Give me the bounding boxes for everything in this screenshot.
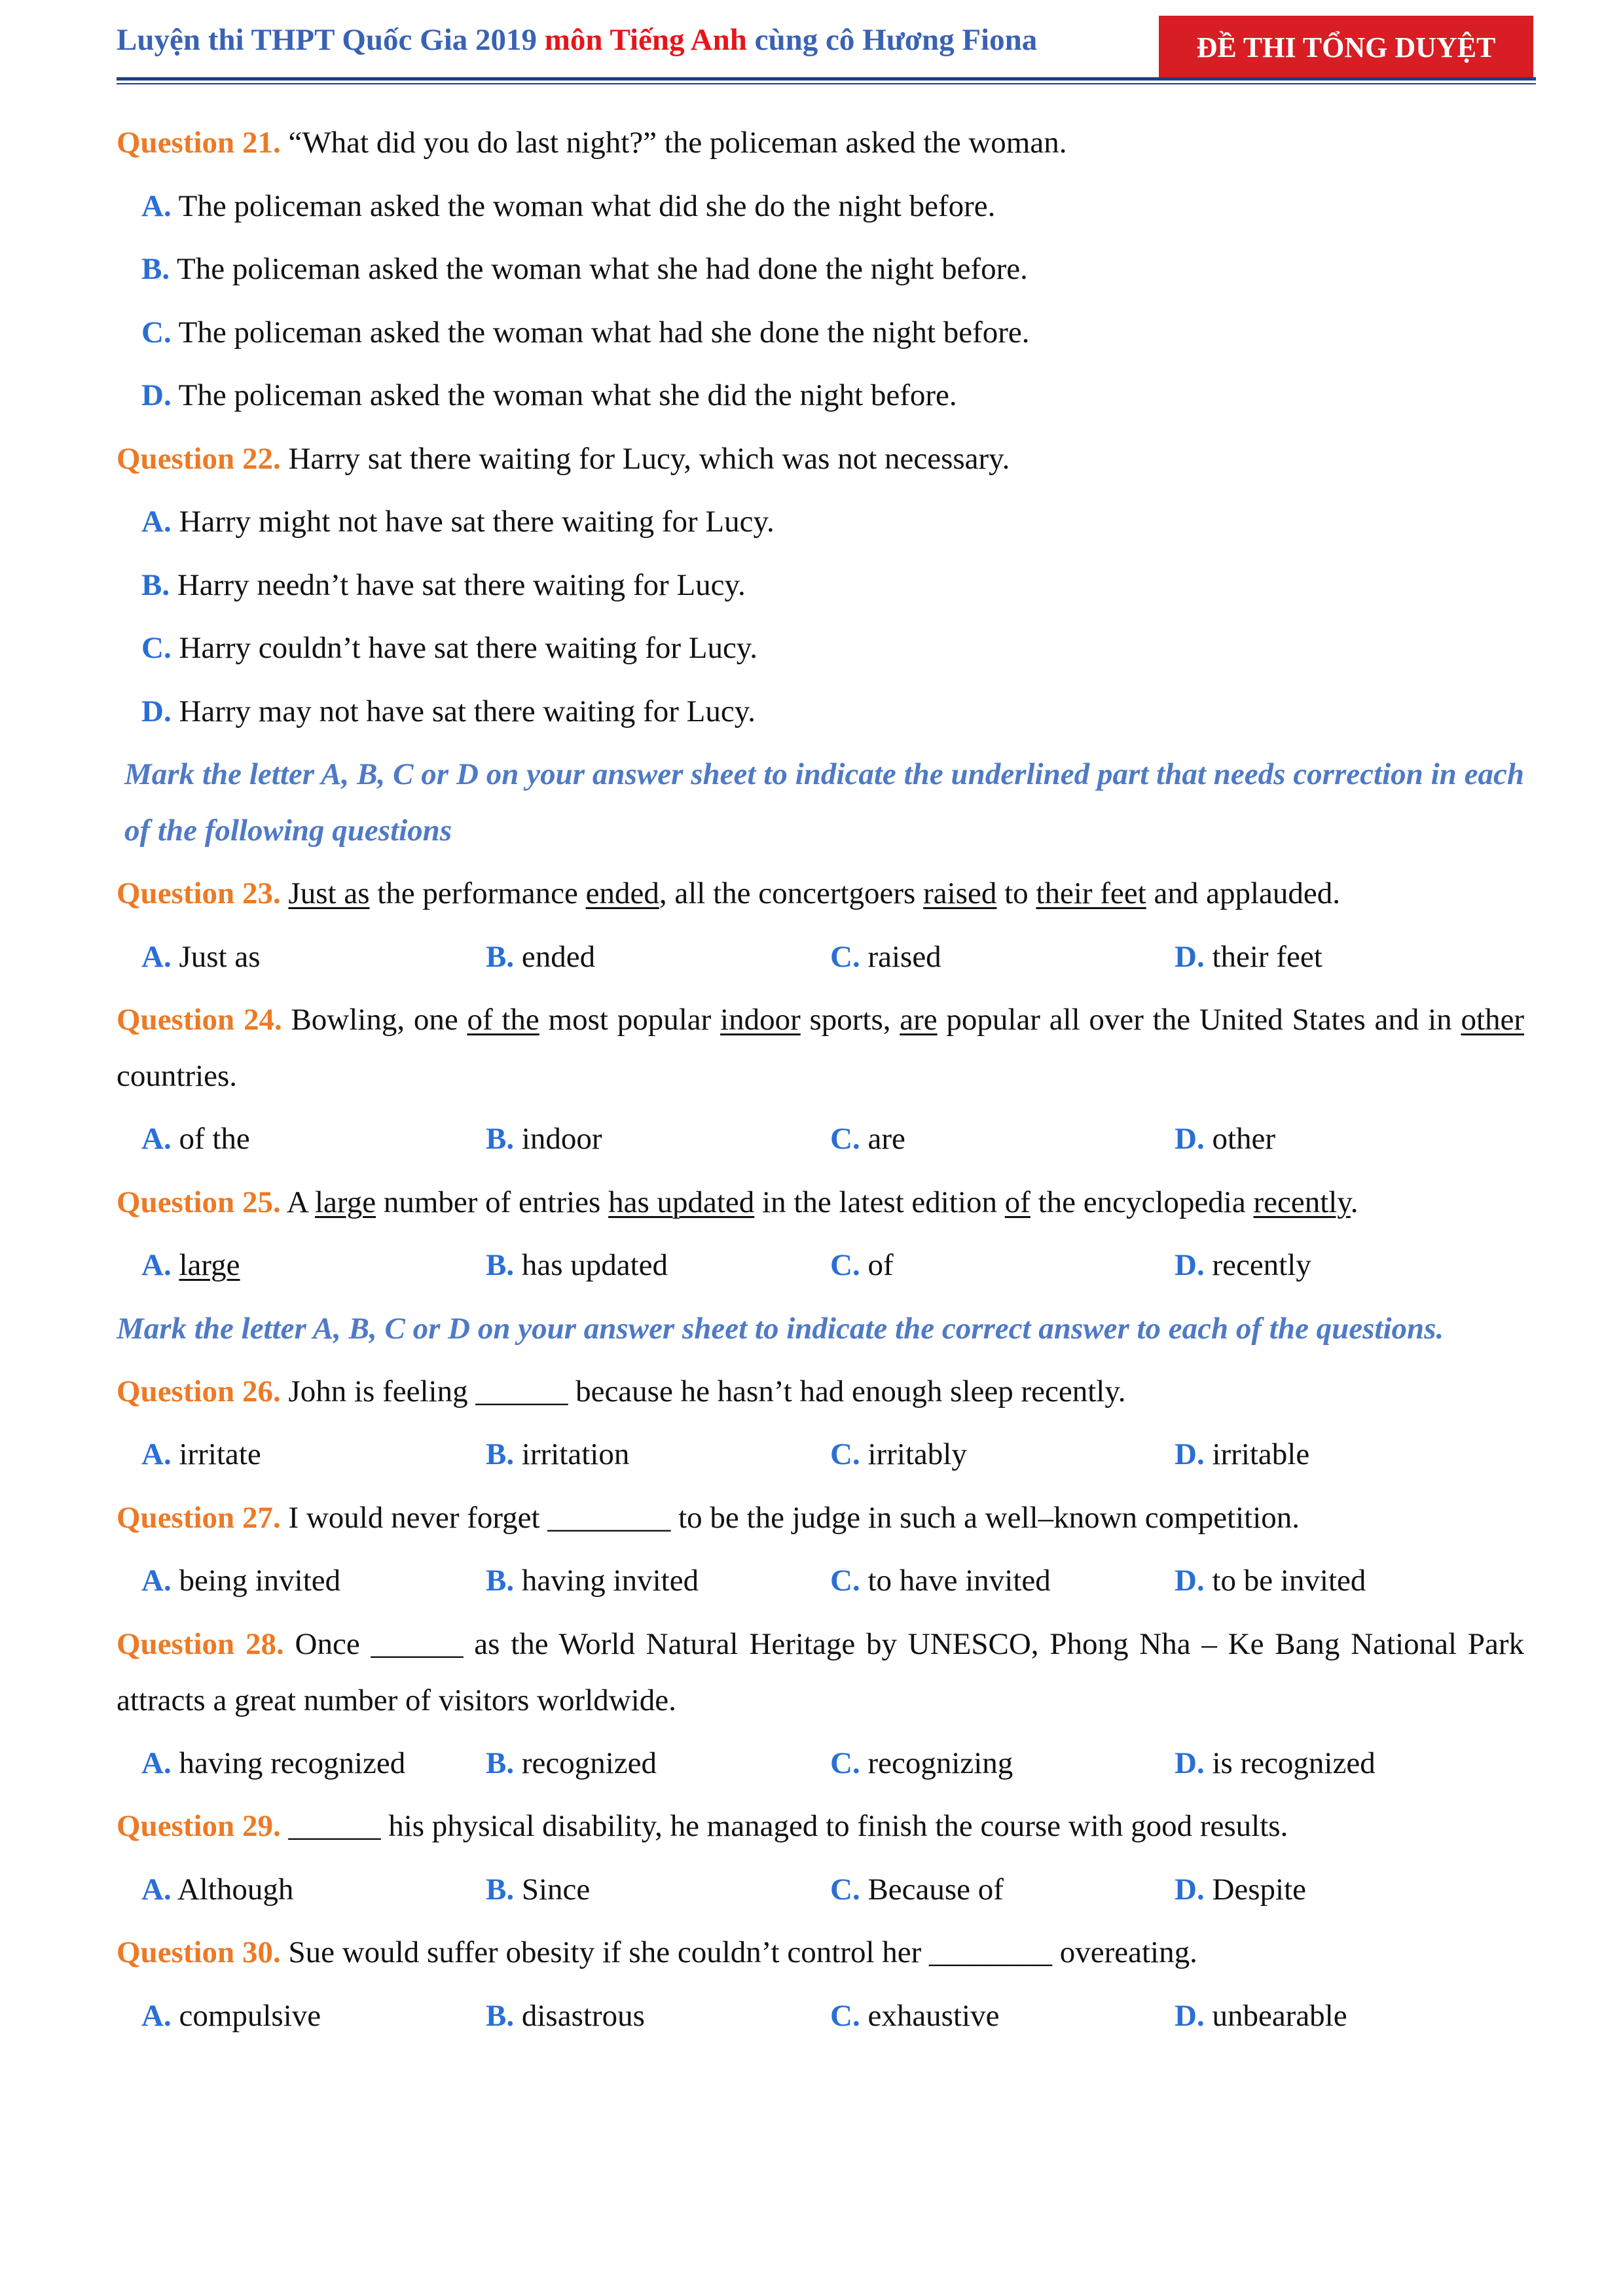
q25-option-c[interactable] [830,1234,1175,1297]
question-text-segment: sports, [800,1003,900,1037]
option-text: other [1204,1122,1276,1156]
option-text: disastrous [514,1998,645,2033]
option-text: irritably [860,1437,967,1471]
question-label: Question 21. [117,126,281,160]
q29-option-c[interactable] [830,1858,1175,1922]
question-24 [117,992,1524,1104]
section-instruction-error-identification: Mark the letter A, B, C or D on your answer sheet to indicate the underlined part that needs correction in each of the following questions [124,757,1524,848]
question-text-segment: , all the concertgoers [659,876,924,910]
option-letter: B. [486,1248,515,1282]
option-letter: C. [830,1746,860,1780]
question-label: Question 28. [117,1626,284,1661]
question-text-segment: most popular [539,1003,721,1037]
q30-option-d[interactable] [1175,1984,1515,2048]
q28-option-a[interactable] [141,1732,486,1795]
q23-option-c[interactable] [830,925,1175,989]
option-text: of [860,1248,894,1282]
q30-option-c[interactable] [830,1984,1175,2048]
option-letter: C. [830,1564,860,1598]
question-label: Question 24. [117,1003,282,1037]
option-text: Just as [171,939,261,974]
option-letter: B. [141,252,170,286]
option-letter: D. [1175,1998,1205,2033]
question-label: Question 27. [117,1500,281,1535]
q25-options-row [117,1234,1524,1297]
q27-option-c[interactable] [830,1549,1175,1613]
q24-option-c[interactable] [830,1107,1175,1171]
option-text: are [860,1122,905,1156]
question-stem: “What did you do last night?” the policeman asked the woman. [280,126,1067,160]
option-text: exhaustive [860,1998,1000,2033]
option-letter: B. [486,939,515,974]
underlined-part-d: other [1461,1003,1525,1037]
q22-option-b[interactable] [117,554,1524,617]
q28-option-c[interactable] [830,1732,1175,1795]
option-letter: C. [141,315,172,350]
underlined-part-a: Just as [288,876,370,910]
section-instruction-correct-answer: Mark the letter A, B, C or D on your answer sheet to indicate the correct answer to each of the questions. [117,1311,1444,1346]
option-text: Harry needn’t have sat there waiting for Lucy. [170,567,746,602]
question-27 [117,1486,1524,1550]
q30-option-a[interactable] [141,1984,486,2048]
question-label: Question 23. [117,876,281,910]
header-title-part1: Luyện thi THPT Quốc Gia 2019 [117,23,545,57]
option-letter: A. [141,939,172,974]
q25-option-d[interactable] [1175,1234,1515,1297]
question-text-segment: the encyclopedia [1030,1185,1254,1219]
option-letter: A. [141,1998,172,2033]
q28-option-d[interactable] [1175,1732,1515,1795]
q29-option-d[interactable] [1175,1858,1515,1922]
question-stem: I would never forget ________ to be the judge in such a well–known competition. [280,1500,1300,1535]
option-text: of the [171,1122,250,1156]
question-text-segment: countries. [117,1059,238,1093]
question-29 [117,1795,1524,1858]
question-text-segment: and applauded. [1146,876,1340,910]
q21-option-c[interactable] [117,301,1524,365]
header-divider-thin [117,83,1536,84]
option-text: is recognized [1204,1746,1376,1780]
option-text: Harry couldn’t have sat there waiting for Lucy. [171,631,757,665]
q23-options-row [117,925,1524,989]
q24-option-b[interactable] [486,1107,830,1171]
question-25 [117,1171,1524,1234]
q28-option-b[interactable] [486,1732,830,1795]
option-letter: D. [141,694,172,728]
question-stem: Harry sat there waiting for Lucy, which was not necessary. [280,441,1010,476]
option-letter: B. [486,1437,515,1471]
q23-option-a[interactable] [141,925,486,989]
option-text: irritation [514,1437,630,1471]
question-28 [117,1616,1524,1729]
option-letter: C. [830,1872,860,1907]
option-letter: A. [141,1437,172,1471]
option-letter: A. [141,1122,172,1156]
q22-option-c[interactable] [117,617,1524,680]
question-text-segment: popular all over the United States and in [937,1003,1461,1037]
option-text: compulsive [171,1998,321,2033]
q29-option-a[interactable] [141,1858,486,1922]
q24-option-a[interactable] [141,1107,486,1171]
option-letter: C. [830,1998,860,2033]
option-letter: B. [486,1746,515,1780]
q28-options-row [117,1732,1524,1795]
q29-options-row [117,1858,1524,1922]
underlined-part-d: their feet [1036,876,1146,910]
option-letter: D. [141,378,172,412]
option-text: The policeman asked the woman what she had done the night before. [170,252,1028,286]
q26-option-c[interactable] [830,1423,1175,1486]
underlined-part-d: recently [1253,1185,1351,1219]
option-letter: B. [486,1872,515,1907]
option-text: being invited [171,1564,341,1598]
q22-option-a[interactable] [117,490,1524,554]
question-23 [117,862,1524,925]
option-text: recognized [514,1746,657,1780]
question-label: Question 22. [117,441,281,476]
option-text: Harry might not have sat there waiting for Lucy. [171,505,775,539]
question-label: Question 25. [117,1185,281,1219]
option-letter: D. [1175,1248,1205,1282]
header-title-part2: cùng cô Hương Fiona [746,23,1038,57]
underlined-part-b: ended [585,876,659,910]
question-text-segment: Bowling, one [282,1003,467,1037]
q30-options-row [117,1984,1524,2048]
q22-option-d[interactable] [117,680,1524,744]
q27-options-row [117,1549,1524,1613]
option-letter: A. [141,1746,172,1780]
option-letter: A. [141,505,172,539]
question-text-segment: to [996,876,1036,910]
q25-option-b[interactable] [486,1234,830,1297]
option-letter: C. [830,1437,860,1471]
option-text: indoor [514,1122,602,1156]
q23-option-b[interactable] [486,925,830,989]
q26-option-b[interactable] [486,1423,830,1486]
q29-option-b[interactable] [486,1858,830,1922]
option-text: recognizing [860,1746,1013,1780]
option-letter: D. [1175,939,1205,974]
option-letter: D. [1175,1564,1205,1598]
option-text: recently [1204,1248,1311,1282]
option-text: Despite [1204,1872,1307,1907]
question-text-segment: A [280,1185,315,1219]
question-label: Question 30. [117,1935,281,1969]
header-title-highlight: môn Tiếng Anh [544,23,747,57]
option-letter: D. [1175,1872,1205,1907]
q30-option-b[interactable] [486,1984,830,2048]
question-21 [117,111,1524,175]
option-letter: C. [141,631,172,665]
question-text-segment: the performance [369,876,586,910]
underlined-part-c: raised [923,876,997,910]
option-letter: B. [486,1122,515,1156]
exam-type-badge: ĐỀ THI TỔNG DUYỆT [1159,16,1533,79]
question-stem: Sue would suffer obesity if she couldn’t control her ________ overeating. [280,1935,1197,1969]
header-title [117,22,1037,58]
underlined-part-c: of [1004,1185,1030,1219]
option-text: large [179,1248,240,1282]
underlined-part-b: has updated [608,1185,755,1219]
q24-options-row [117,1107,1524,1171]
option-letter: B. [486,1564,515,1598]
question-stem: ______ his physical disability, he managed to finish the course with good results. [280,1809,1288,1843]
option-letter: C. [830,1248,860,1282]
option-letter: B. [486,1998,515,2033]
option-text: having recognized [171,1746,406,1780]
option-text: to have invited [860,1564,1051,1598]
q24-option-d[interactable] [1175,1107,1515,1171]
question-text-segment: number of entries [376,1185,609,1219]
questions-content [117,111,1524,2047]
q27-option-d[interactable] [1175,1549,1515,1613]
option-text: The policeman asked the woman what she did the night before. [171,378,957,412]
question-30 [117,1921,1524,1984]
header-divider [117,77,1536,81]
option-letter: A. [141,1564,172,1598]
option-letter: A. [141,1248,172,1282]
q25-option-a[interactable] [141,1234,486,1297]
question-stem: Once ______ as the World Natural Heritage by UNESCO, Phong Nha – Ke Bang National Park attracts a great number of visitors worldwide. [117,1626,1524,1717]
question-26 [117,1360,1524,1424]
option-letter: A. [141,1872,172,1907]
option-letter: D. [1175,1122,1205,1156]
question-text-segment: in the latest edition [754,1185,1005,1219]
question-label: Question 29. [117,1809,281,1843]
option-text: Because of [860,1872,1004,1907]
q23-option-d[interactable] [1175,925,1515,989]
q27-option-a[interactable] [141,1549,486,1613]
option-letter: B. [141,567,170,602]
option-text: Although [171,1872,294,1907]
option-text: has updated [514,1248,668,1282]
underlined-part-c: are [900,1003,938,1037]
option-letter: D. [1175,1746,1205,1780]
option-text: raised [860,939,941,974]
option-letter: D. [1175,1437,1205,1471]
q21-option-b[interactable] [117,238,1524,301]
q27-option-b[interactable] [486,1549,830,1613]
option-text: irritable [1204,1437,1310,1471]
option-text: irritate [171,1437,261,1471]
q26-option-a[interactable] [141,1423,486,1486]
option-text: Harry may not have sat there waiting for Lucy. [171,694,756,728]
question-stem: John is feeling ______ because he hasn’t had enough sleep recently. [280,1374,1126,1408]
option-text: unbearable [1204,1998,1347,2033]
option-text: to be invited [1204,1564,1366,1598]
option-text: ended [514,939,596,974]
option-letter: C. [830,939,860,974]
q21-option-a[interactable] [117,175,1524,238]
option-text: The policeman asked the woman what did she do the night before. [171,188,996,223]
q21-option-d[interactable] [117,364,1524,427]
q26-option-d[interactable] [1175,1423,1515,1486]
q26-options-row [117,1423,1524,1486]
option-text: Since [514,1872,591,1907]
question-22 [117,427,1524,491]
question-label: Question 26. [117,1374,281,1408]
underlined-part-a: large [314,1185,376,1219]
underlined-part-a: of the [467,1003,539,1037]
option-letter: A. [141,188,172,223]
option-letter: C. [830,1122,860,1156]
option-text: their feet [1204,939,1322,974]
option-text: The policeman asked the woman what had she done the night before. [171,315,1030,350]
underlined-part-b: indoor [720,1003,801,1037]
option-text: having invited [514,1564,699,1598]
question-text-segment: . [1350,1185,1359,1219]
